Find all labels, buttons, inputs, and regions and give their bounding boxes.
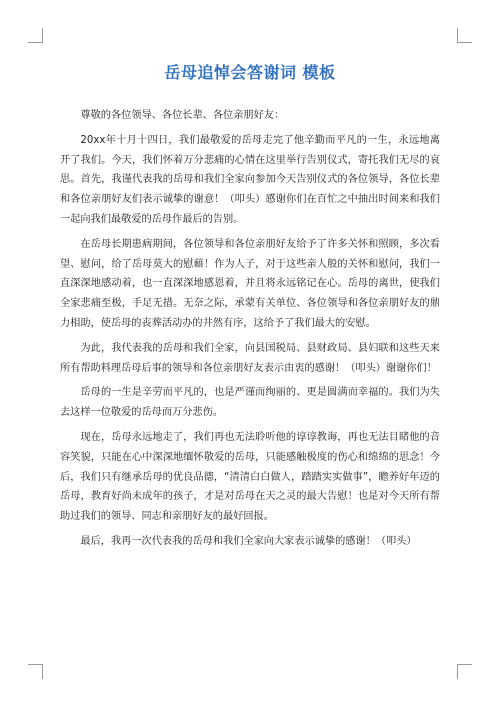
- crop-mark-bottom-left: [28, 664, 43, 679]
- paragraph: 在岳母长期患病期间，各位领导和各位亲朋好友给予了许多关怀和照顾，多次看望、慰问，给了岳母莫大的慰藉！作为人子，对于这些亲人般的关怀和慰问，我们一直深深地感动着，也一直深深地感恩着，并且将永远铭记在心。岳母的离世，使我们全家悲痛至极，手足无措。无奈之际，承蒙有关单位、各位领导和各位亲朋好友的鼎力相助，使岳母的丧葬活动办的井然有序，这给予了我们最大的安慰。: [60, 238, 440, 329]
- paragraph: 20xx年十月十四日，我们最敬爱的岳母走完了他辛勤而平凡的一生，永远地离开了我们。今天，我们怀着万分悲痛的心情在这里举行告别仪式，寄托我们无尽的哀思。首先，我谨代表我的岳母和我们全家向参加今天告别仪式的各位领导，各位长辈和各位亲朋好友们表示诚挚的谢意！（叩头）感谢你们在百忙之中抽出时间来和我们一起向我们最敬爱的岳母作最后的告别。: [60, 134, 440, 225]
- crop-mark-top-left: [28, 28, 43, 43]
- crop-mark-bottom-right: [457, 664, 472, 679]
- paragraph: 现在，岳母永远地走了，我们再也无法聆听他的谆谆教诲，再也无法目睹他的音容笑貌，只能在心中深深地缅怀敬爱的岳母，只能感触极度的伤心和绵绵的思念！今后，我们只有继承岳母的优良品德，“清清白白做人，踏踏实实做事”，瞻养好年迈的岳母，教育好尚未成年的孩子，才是对岳母在天之灵的最大告慰！也是对今天所有帮助过我们的领导、同志和亲朋好友的最好回报。: [60, 431, 440, 523]
- crop-mark-top-right: [457, 28, 472, 43]
- document-body: [60, 106, 440, 557]
- paragraph-salutation: 尊敬的各位领导、各位长辈、各位亲朋好友：: [80, 110, 285, 121]
- document-title: 岳母追悼会答谢词 模板: [164, 63, 336, 82]
- paragraph: 岳母的一生是辛劳而平凡的，也是严谨而绚丽的、更是圆满而幸福的。我们为失去这样一位敬爱的岳母而万分悲伤。: [60, 387, 440, 419]
- paragraph: 最后，我再一次代表我的岳母和我们全家向大家表示诚挚的感谢！（叩头）: [80, 535, 417, 547]
- paragraph: 为此，我代表我的岳母和我们全家，向县国税局、县财政局、县妇联和这些天来所有帮助料理岳母后事的领导和各位亲朋好友表示由衷的感谢！（叩头）谢谢你们！: [60, 342, 440, 374]
